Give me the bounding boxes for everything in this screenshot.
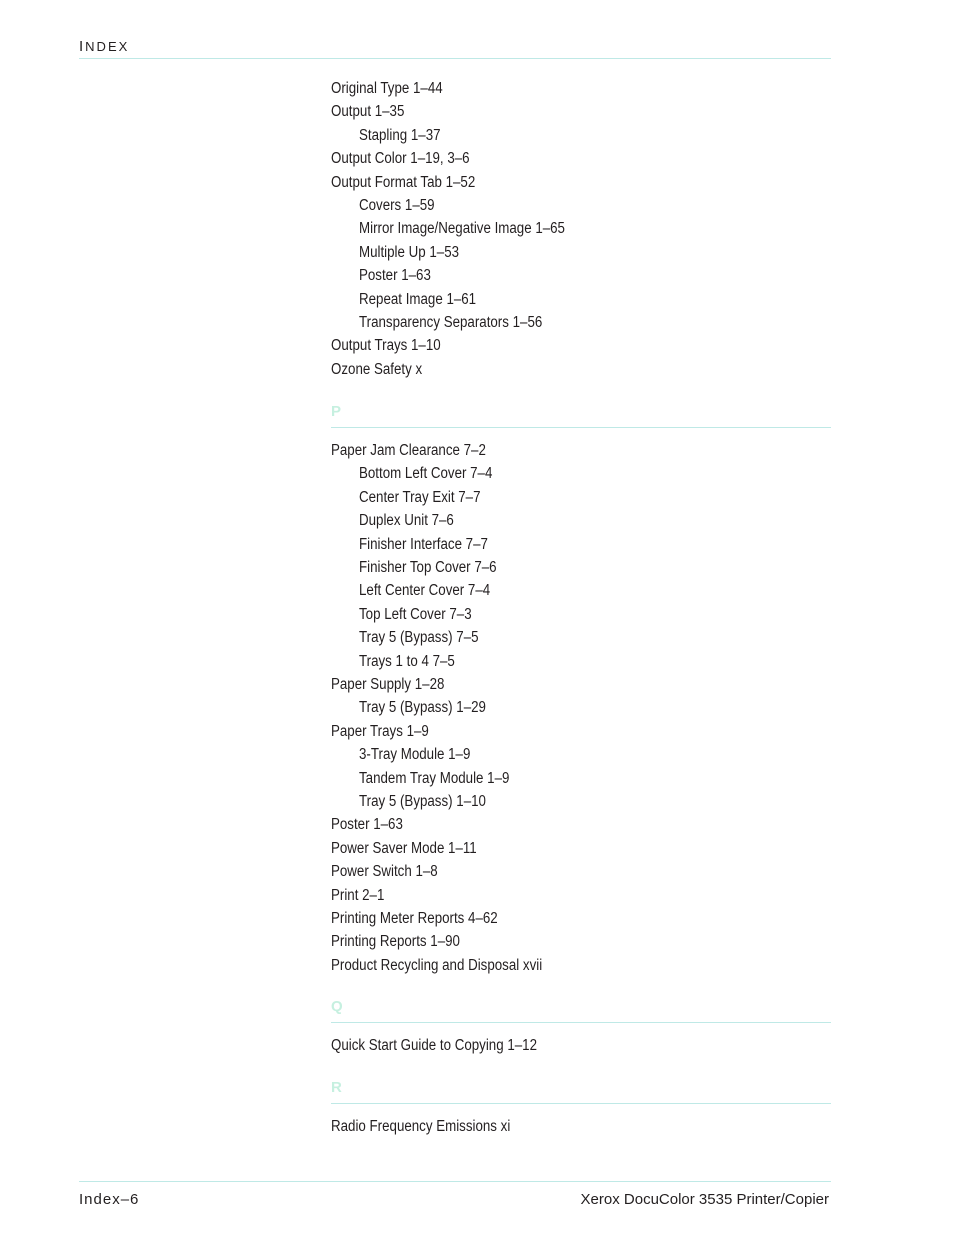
index-entry: Print 2–1 [331, 886, 385, 904]
index-subentry: Duplex Unit 7–6 [359, 512, 454, 530]
index-subentry: Trays 1 to 4 7–5 [359, 652, 455, 670]
section-letter-q: Q [331, 998, 343, 1015]
footer-rule [79, 1181, 831, 1182]
index-subentry: Tray 5 (Bypass) 1–10 [359, 793, 486, 810]
index-subentry: Multiple Up 1–53 [359, 243, 460, 261]
index-entry: Radio Frequency Emissions xi [331, 1118, 511, 1135]
page-title-initial: I [79, 38, 86, 55]
index-subentry: Covers 1–59 [359, 197, 435, 214]
index-subentry: Mirror Image/Negative Image 1–65 [359, 220, 565, 238]
index-entry: Output Color 1–19, 3–6 [331, 150, 470, 168]
index-subentry: Repeat Image 1–61 [359, 290, 477, 308]
section-letter-p: P [331, 403, 342, 420]
index-subentry: Bottom Left Cover 7–4 [359, 465, 493, 483]
index-entry: Output Format Tab 1–52 [331, 173, 476, 191]
index-entry: Poster 1–63 [331, 816, 403, 834]
index-subentry: 3-Tray Module 1–9 [359, 746, 471, 764]
index-subentry: Center Tray Exit 7–7 [359, 488, 481, 506]
index-entry: Quick Start Guide to Copying 1–12 [331, 1037, 537, 1054]
index-subentry: Transparency Separators 1–56 [359, 314, 543, 331]
index-entry: Output Trays 1–10 [331, 337, 441, 355]
index-subentry: Tray 5 (Bypass) 7–5 [359, 629, 479, 647]
header-rule [79, 58, 831, 59]
page-title [79, 38, 129, 55]
index-subentry: Poster 1–63 [359, 267, 431, 285]
index-entry: Power Saver Mode 1–11 [331, 839, 477, 857]
product-name: Xerox DocuColor 3535 Printer/Copier [580, 1191, 829, 1208]
index-entry: Ozone Safety x [331, 360, 423, 378]
index-entry: Original Type 1–44 [331, 80, 443, 97]
page-title-rest: NDEX [85, 39, 130, 54]
section-rule-q [331, 1022, 831, 1023]
index-subentry: Finisher Top Cover 7–6 [359, 559, 497, 576]
page-number: Index–6 [79, 1191, 140, 1208]
index-subentry: Tray 5 (Bypass) 1–29 [359, 699, 486, 717]
index-entry: Paper Trays 1–9 [331, 722, 429, 740]
index-subentry: Stapling 1–37 [359, 126, 441, 144]
index-subentry: Top Left Cover 7–3 [359, 605, 472, 623]
section-letter-r: R [331, 1079, 342, 1096]
section-rule-p [331, 427, 831, 428]
index-entry: Paper Supply 1–28 [331, 676, 445, 693]
index-entry: Printing Reports 1–90 [331, 933, 460, 951]
index-entry: Paper Jam Clearance 7–2 [331, 442, 486, 459]
index-entry: Printing Meter Reports 4–62 [331, 910, 498, 927]
index-entry: Product Recycling and Disposal xvii [331, 956, 543, 974]
index-entry: Output 1–35 [331, 103, 405, 121]
index-entry: Power Switch 1–8 [331, 863, 438, 881]
index-subentry: Left Center Cover 7–4 [359, 582, 491, 600]
index-subentry: Tandem Tray Module 1–9 [359, 769, 510, 787]
index-subentry: Finisher Interface 7–7 [359, 535, 488, 553]
section-rule-r [331, 1103, 831, 1104]
